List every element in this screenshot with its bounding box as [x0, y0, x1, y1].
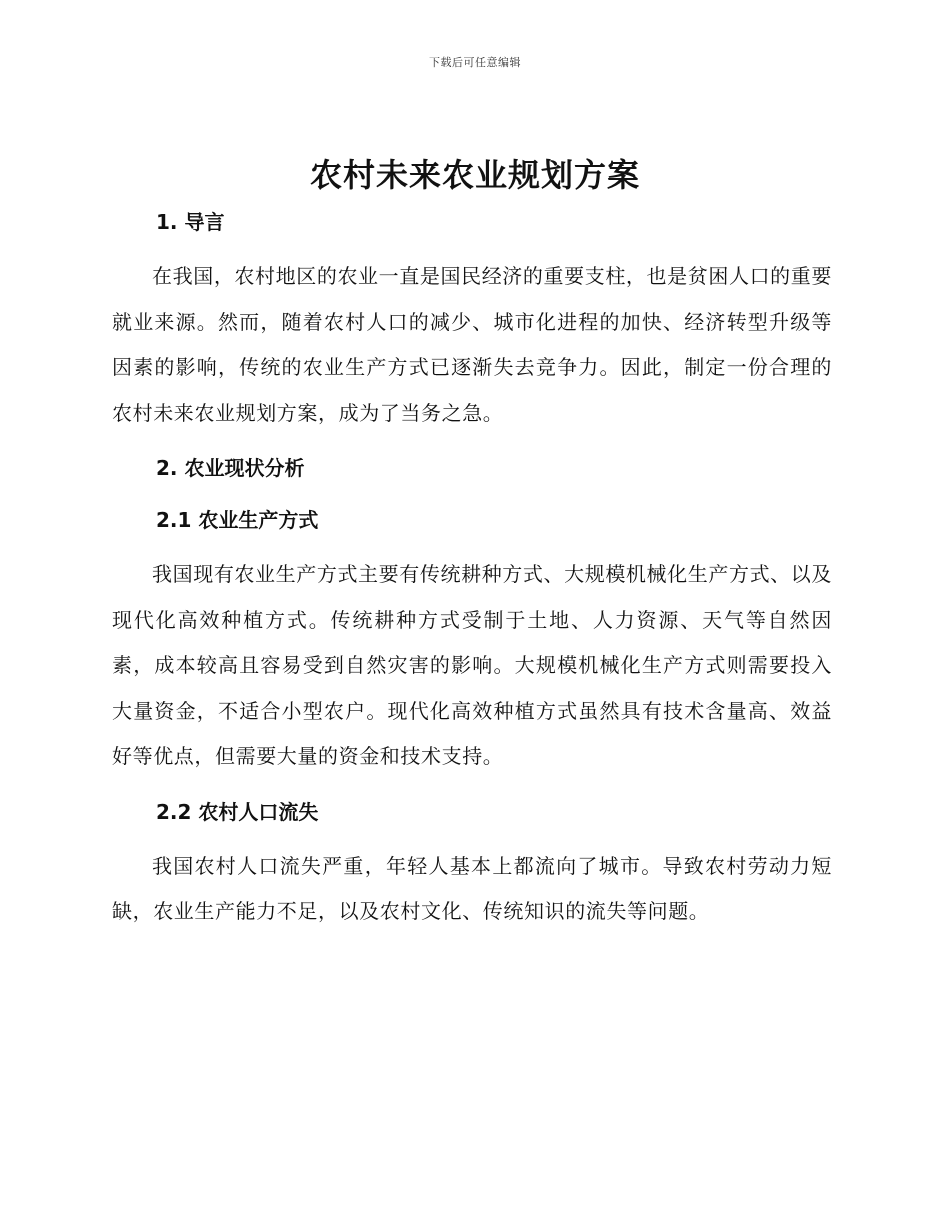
section-heading-introduction: 1. 导言 [156, 210, 225, 234]
document-body [112, 202, 832, 935]
document-title: 农村未来农业规划方案 [309, 156, 640, 194]
section-heading-production-methods: 2.1 农业生产方式 [156, 508, 319, 532]
section-heading-population-loss: 2.2 农村人口流失 [156, 799, 319, 824]
page-header-note: 下载后可任意编辑 [429, 56, 521, 69]
section-paragraph-production-methods: 我国现有农业生产方式主要有传统耕种方式、大规模机械化生产方式、以及现代化高效种植方式。传统耕种方式受制于土地、人力资源、天气等自然因素，成本较高且容易受到自然灾害的影响。大规模机械化生产方式则需要投入大量资金，不适合小型农户。现代化高效种植方式虽然具有技术含量高、效益好等优点，但需要大量的资金和技术支持。 [112, 562, 832, 768]
section-paragraph-population-loss: 我国农村人口流失严重，年轻人基本上都流向了城市。导致农村劳动力短缺，农业生产能力不足，以及农村文化、传统知识的流失等问题。 [112, 853, 832, 923]
section-heading-status-analysis: 2. 农业现状分析 [156, 456, 305, 480]
section-paragraph-introduction: 在我国，农村地区的农业一直是国民经济的重要支柱，也是贫困人口的重要就业来源。然而，随着农村人口的减少、城市化进程的加快、经济转型升级等因素的影响，传统的农业生产方式已逐渐失去竞争力。因此，制定一份合理的农村未来农业规划方案，成为了当务之急。 [112, 264, 832, 425]
